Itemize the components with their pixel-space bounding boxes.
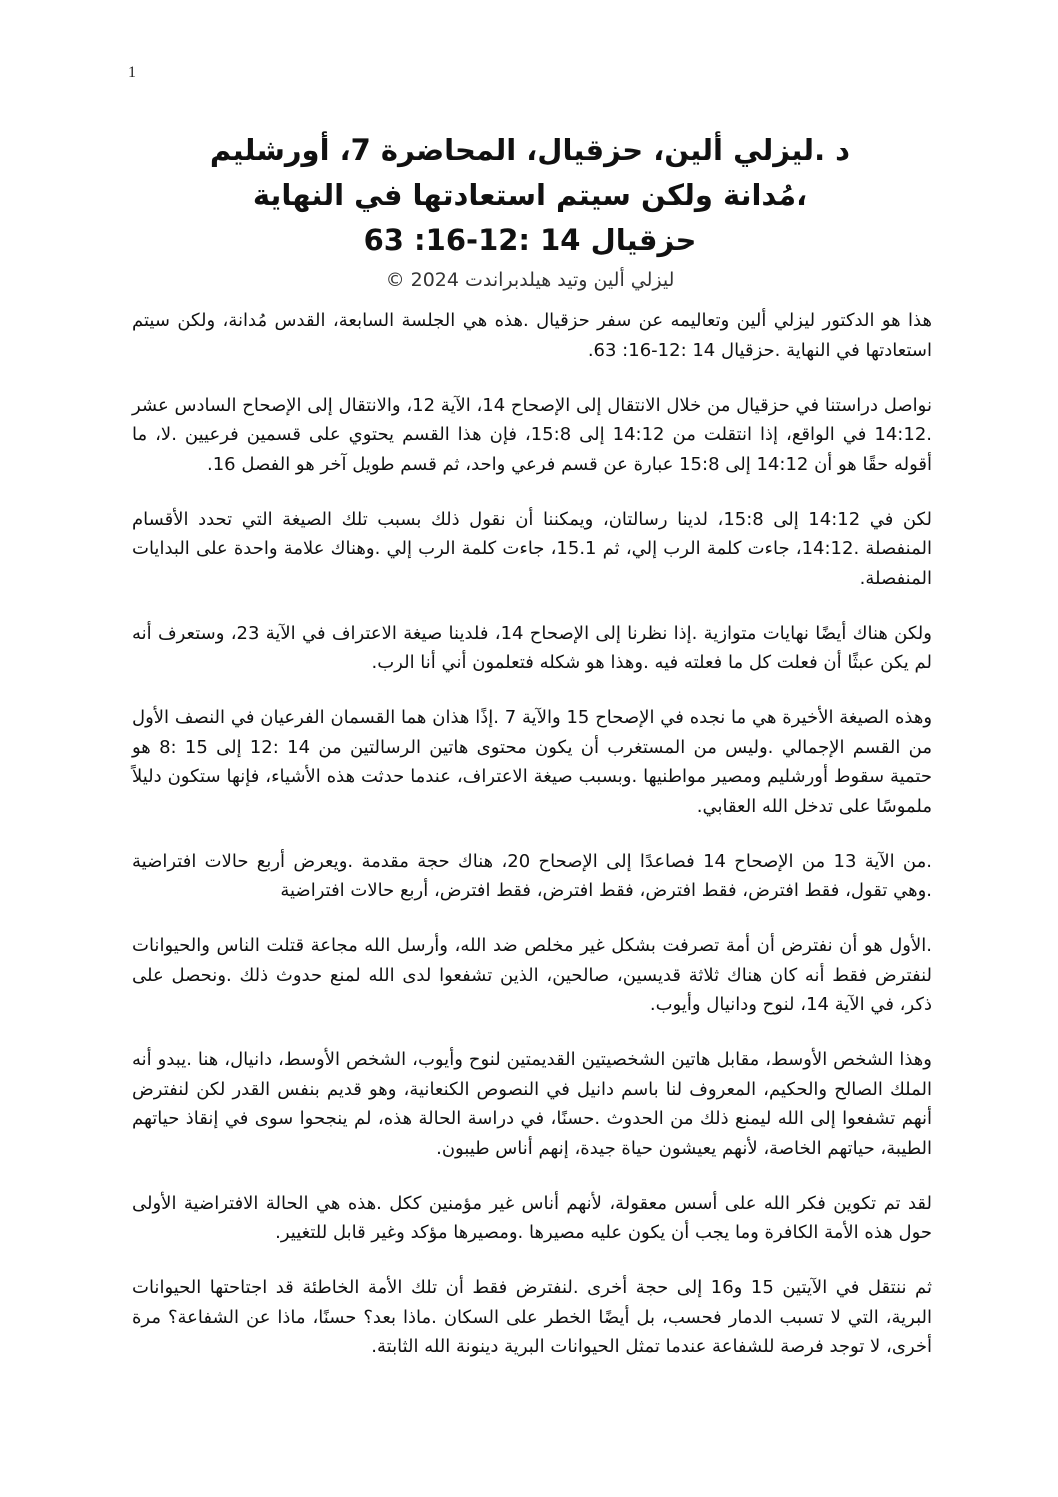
document-header	[130, 128, 930, 295]
copyright-line: ليزلي ألين وتيد هيلدبراندت 2024 ©	[385, 269, 675, 291]
paragraph-10: ثم ننتقل في الآيتين 15 و16 إلى حجة أخرى .لنفترض فقط أن تلك الأمة الخاطئة قد اجتاحتها الحيوانات البرية، التي لا تسبب الدمار فحسب، بل أيضًا الخطر على السكان .ماذا بعد؟ حسنًا، ماذا عن الشفاعة؟ مرة أخرى، لا توجد فرصة للشفاعة عندما تمثل الحيوانات البرية دينونة الله الثابتة.	[132, 1277, 933, 1357]
paragraph-1: هذا هو الدكتور ليزلي ألين وتعاليمه عن سفر حزقيال .هذه هي الجلسة السابعة، القدس مُدانة، ولكن سيتم استعادتها في النهاية .حزقيال 14 :12-16: 63.	[132, 310, 932, 361]
paragraph-2: نواصل دراستنا في حزقيال من خلال الانتقال إلى الإصحاح 14، الآية 12، والانتقال إلى الإصحاح السادس عشر .14:12 في الواقع، إذا انتقلت من 14:12 إلى 15:8، فإن هذا القسم يحتوي على قسمين فرعيين .لا، ما أقوله حقًا هو أن 14:12 إلى 15:8 عبارة عن قسم فرعي واحد، ثم قسم طويل آخر هو الفصل 16.	[132, 394, 933, 475]
paragraph-4: ولكن هناك أيضًا نهايات متوازية .إذا نظرنا إلى الإصحاح 14، فلدينا صيغة الاعتراف في الآية 23، وستعرف أنه لم يكن عبثًا أن فعلت كل ما فعلته فيه .وهذا هو شكله فتعلمون أني أنا الرب.	[132, 622, 932, 673]
paragraph-8: وهذا الشخص الأوسط، مقابل هاتين الشخصيتين القديمتين لنوح وأيوب، الشخص الأوسط، دانيال، هنا .يبدو أنه الملك الصالح والحكيم، المعروف لنا باسم دانيل في النصوص الكنعانية، وهو قديم بنفس القدر لكن لنفترض أنهم تشفعوا إلى الله ليمنع ذلك من الحدوث .حسنًا، في دراسة الحالة هذه، لم ينجحوا سوى في إنقاذ حياتهم الطيبة، حياتهم الخاصة، لأنهم يعيشون حياة جيدة، إنهم أناس طيبون.	[132, 1049, 932, 1159]
page-number: 1	[128, 64, 136, 81]
title-line-1: د .ليزلي ألين، حزقيال، المحاضرة 7، أورشليم	[209, 133, 851, 167]
document-body	[132, 306, 932, 1387]
title-line-3: حزقيال 14 :12-16: 63	[363, 223, 697, 257]
title-line-2: ،مُدانة ولكن سيتم استعادتها في النهاية	[252, 178, 808, 212]
paragraph-6: .من الآية 13 من الإصحاح 14 فصاعدًا إلى الإصحاح 20، هناك حجة مقدمة .ويعرض أربع حالات افتراضية .وهي تقول، فقط افترض، فقط افترض، فقط افترض، فقط افترض، أربع حالات افتراضية	[132, 850, 932, 901]
paragraph-7: .الأول هو أن نفترض أن أمة تصرفت بشكل غير مخلص ضد الله، وأرسل الله مجاعة قتلت الناس والحيوانات لنفترض فقط أنه كان هناك ثلاثة قديسين، صالحين، الذين تشفعوا لدى الله لمنع حدوث ذلك .ونحصل على ذكر، في الآية 14، لنوح ودانيال وأيوب.	[132, 935, 932, 1015]
paragraph-3: لكن في 14:12 إلى 15:8، لدينا رسالتان، ويمكننا أن نقول ذلك بسبب تلك الصيغة التي تحدد الأقسام المنفصلة .14:12، جاءت كلمة الرب إلي، ثم 15.1، جاءت كلمة الرب إلي .وهناك علامة واحدة على البدايات المنفصلة.	[132, 508, 932, 589]
paragraph-5: وهذه الصيغة الأخيرة هي ما نجده في الإصحاح 15 والآية 7 .إذًا هذان هما القسمان الفرعيان في النصف الأول من القسم الإجمالي .وليس من المستغرب أن يكون محتوى هاتين الرسالتين من 14 :12 إلى 15 :8 هو حتمية سقوط أورشليم ومصير مواطنيها .وبسبب صيغة الاعتراف، عندما حدثت هذه الأشياء، فإنها ستكون دليلاً ملموسًا على تدخل الله العقابي.	[132, 707, 933, 817]
paragraph-9: لقد تم تكوين فكر الله على أسس معقولة، لأنهم أناس غير مؤمنين ككل .هذه هي الحالة الافتراضية الأولى حول هذه الأمة الكافرة وما يجب أن يكون عليه مصيرها .ومصيرها مؤكد وغير قابل للتغيير.	[132, 1192, 932, 1243]
